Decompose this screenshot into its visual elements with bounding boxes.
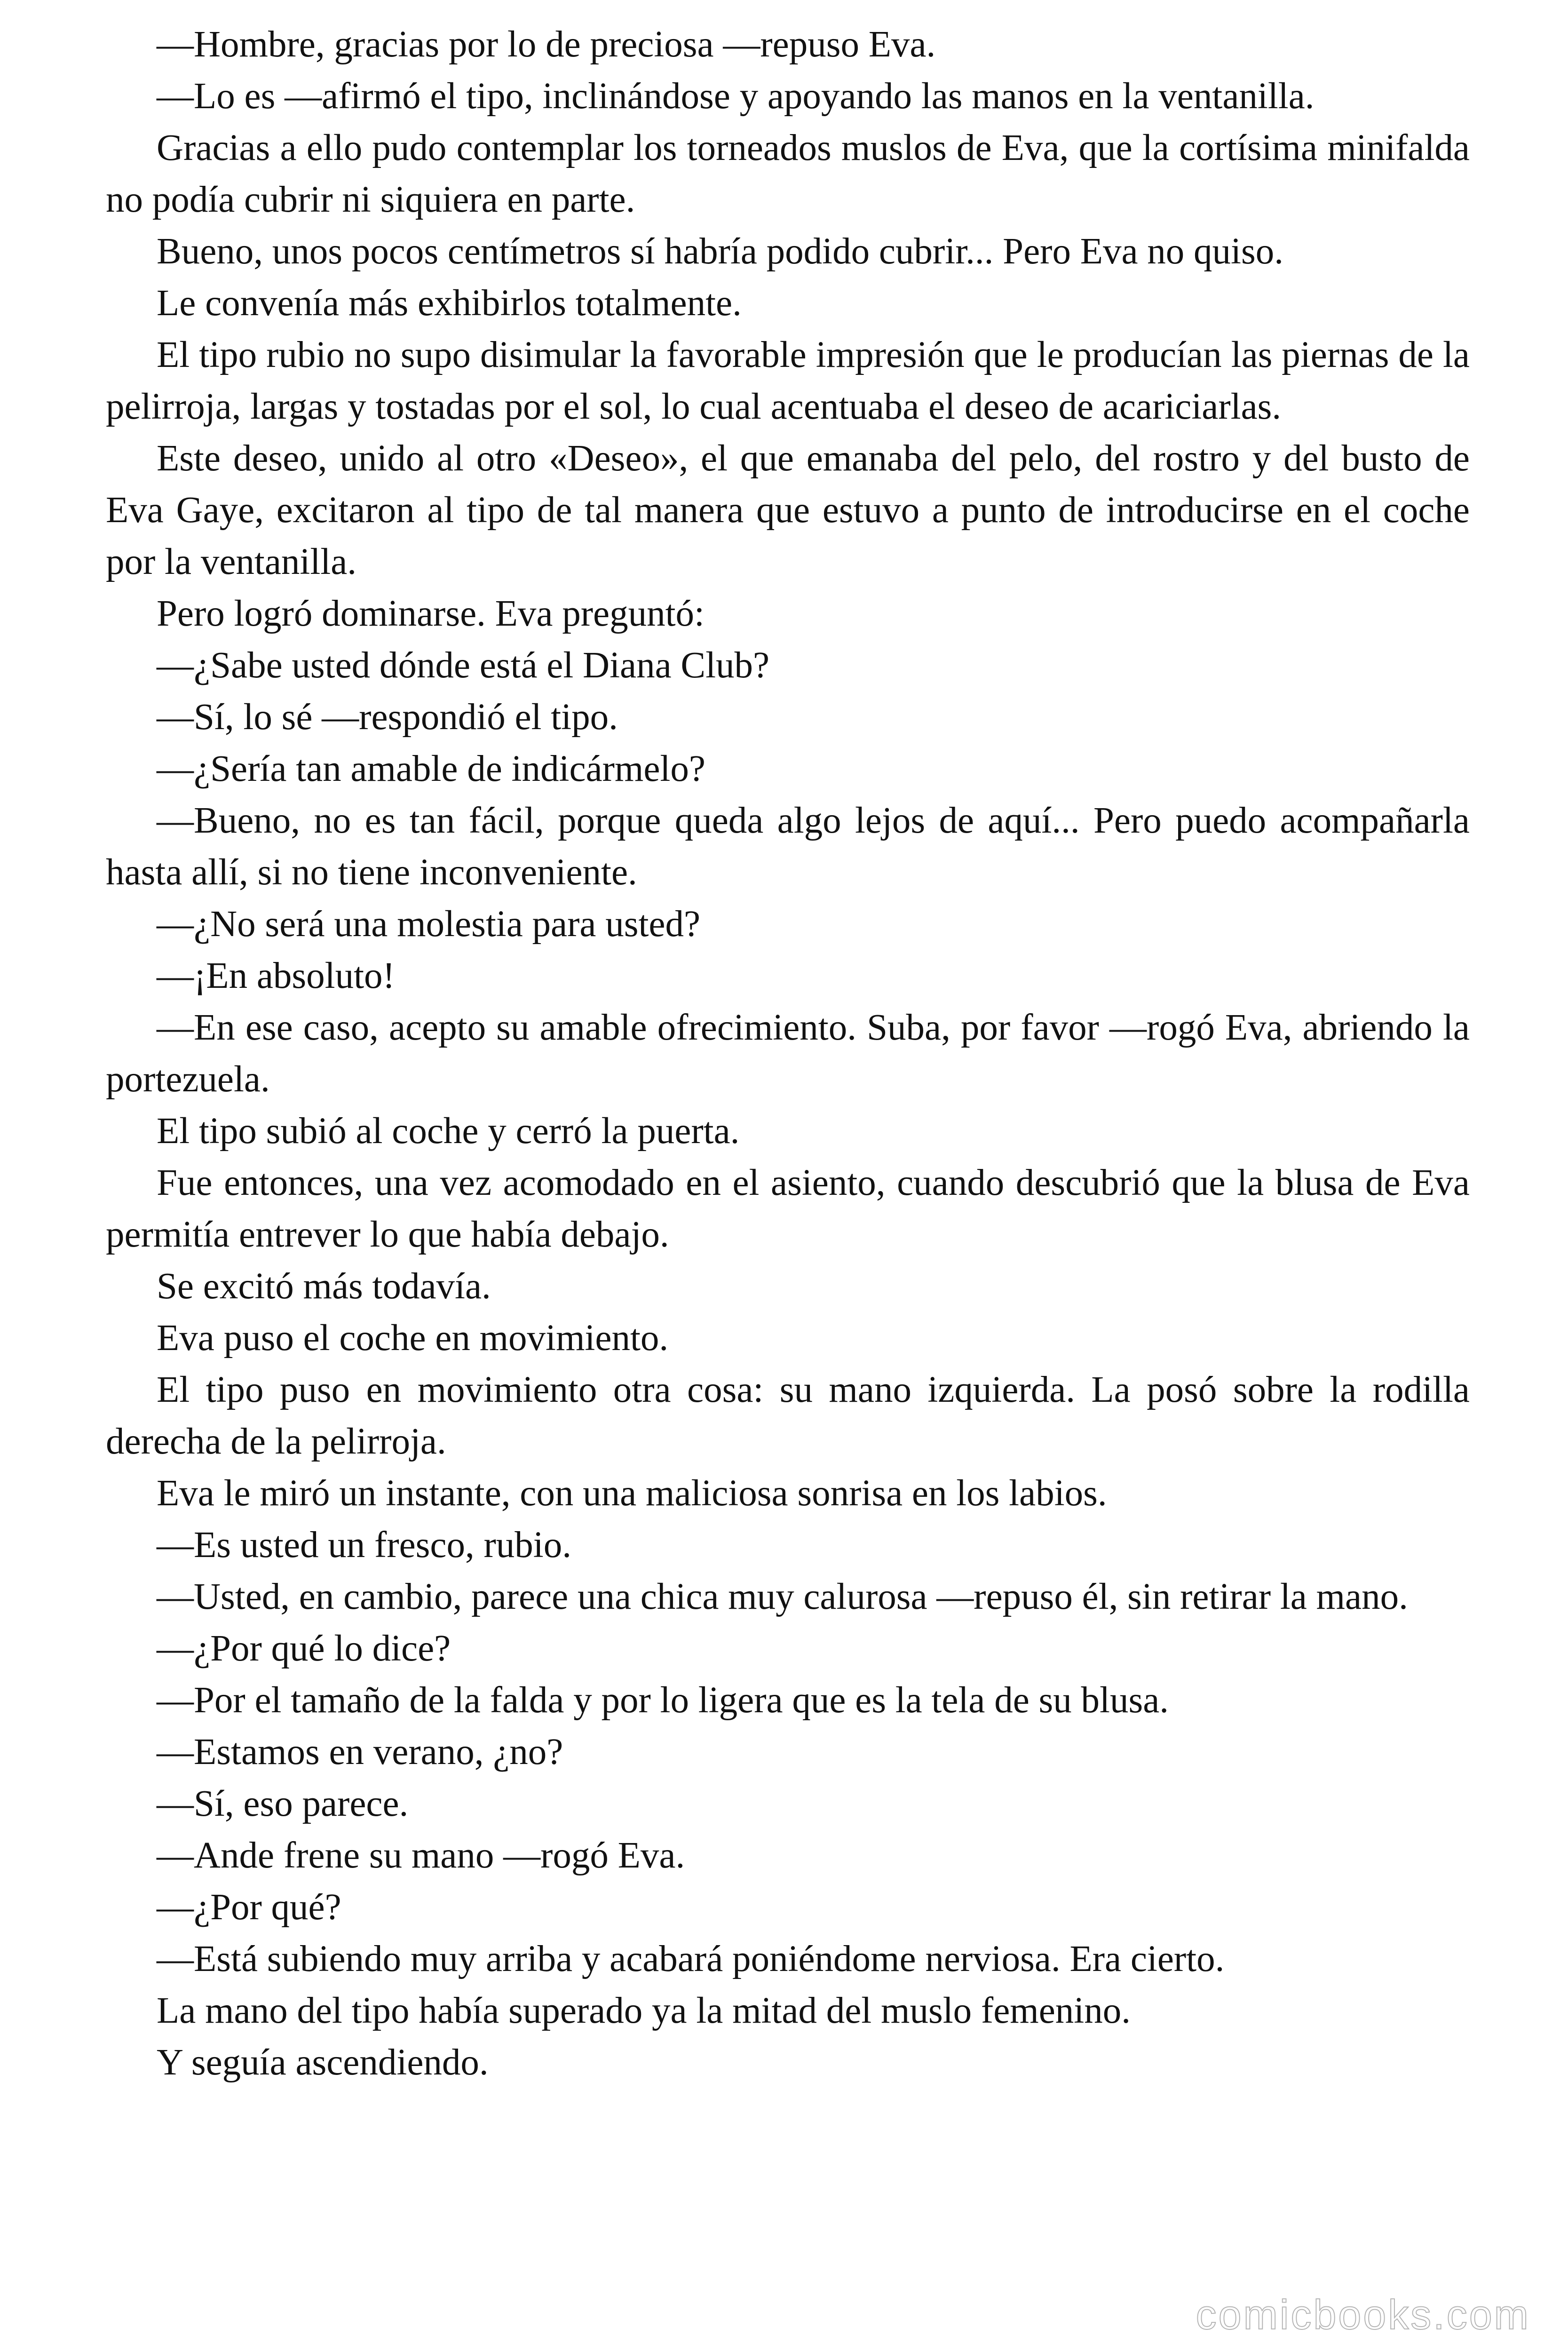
paragraph: Gracias a ello pudo contemplar los torneados muslos de Eva, que la cortísima minifalda no podía cubrir ni siquiera en parte.	[106, 127, 1470, 220]
paragraph: El tipo rubio no supo disimular la favorable impresión que le producían las piernas de la pelirroja, largas y tostadas por el sol, lo cual acentuaba el deseo de acariciarlas.	[106, 334, 1470, 427]
paragraph: —Estamos en verano, ¿no?	[157, 1732, 563, 1772]
paragraph: Eva le miró un instante, con una maliciosa sonrisa en los labios.	[157, 1473, 1107, 1514]
paragraph: —¿Sabe usted dónde está el Diana Club?	[157, 645, 770, 686]
paragraph: Bueno, unos pocos centímetros sí habría podido cubrir... Pero Eva no quiso.	[157, 231, 1283, 272]
paragraph: Pero logró dominarse. Eva preguntó:	[157, 593, 705, 634]
paragraph: —¿No será una molestia para usted?	[157, 904, 701, 945]
page-body	[106, 19, 1470, 2089]
paragraph: —Es usted un fresco, rubio.	[157, 1525, 571, 1565]
paragraph: —Ande frene su mano —rogó Eva.	[157, 1835, 685, 1876]
paragraph: La mano del tipo había superado ya la mitad del muslo femenino.	[157, 1990, 1131, 2031]
paragraph: Y seguía ascendiendo.	[157, 2042, 489, 2083]
paragraph: —Está subiendo muy arriba y acabará poniéndome nerviosa. Era cierto.	[157, 1939, 1225, 1979]
paragraph: Eva puso el coche en movimiento.	[157, 1318, 669, 1359]
paragraph: El tipo puso en movimiento otra cosa: su mano izquierda. La posó sobre la rodilla derecha de la pelirroja.	[106, 1369, 1470, 1462]
paragraph: —Sí, eso parece.	[157, 1783, 409, 1824]
paragraph: Fue entonces, una vez acomodado en el asiento, cuando descubrió que la blusa de Eva permitía entrever lo que había debajo.	[106, 1162, 1470, 1255]
paragraph: —Hombre, gracias por lo de preciosa —repuso Eva.	[157, 24, 936, 65]
paragraph: —En ese caso, acepto su amable ofrecimiento. Suba, por favor —rogó Eva, abriendo la portezuela.	[106, 1007, 1470, 1100]
paragraph: —¿Sería tan amable de indicármelo?	[157, 748, 705, 789]
paragraph: El tipo subió al coche y cerró la puerta.	[157, 1111, 740, 1152]
paragraph: Este deseo, unido al otro «Deseo», el que emanaba del pelo, del rostro y del busto de Eva Gaye, excitaron al tipo de tal manera que estuvo a punto de introducirse en el coche por la ventanilla.	[106, 438, 1470, 582]
paragraph: —Lo es —afirmó el tipo, inclinándose y apoyando las manos en la ventanilla.	[157, 76, 1315, 117]
paragraph: Le convenía más exhibirlos totalmente.	[157, 283, 742, 324]
paragraph: —Sí, lo sé —respondió el tipo.	[157, 697, 618, 738]
paragraph: —¿Por qué?	[157, 1887, 341, 1928]
paragraph: —Usted, en cambio, parece una chica muy calurosa —repuso él, sin retirar la mano.	[157, 1576, 1408, 1617]
paragraph: Se excitó más todavía.	[157, 1266, 491, 1307]
paragraph: —Por el tamaño de la falda y por lo ligera que es la tela de su blusa.	[157, 1680, 1169, 1721]
watermark: comicbooks.com	[1196, 2291, 1530, 2338]
paragraph: —¿Por qué lo dice?	[157, 1628, 451, 1669]
paragraph: —Bueno, no es tan fácil, porque queda algo lejos de aquí... Pero puedo acompañarla hasta allí, si no tiene inconveniente.	[106, 800, 1470, 893]
paragraph: —¡En absoluto!	[157, 955, 395, 996]
